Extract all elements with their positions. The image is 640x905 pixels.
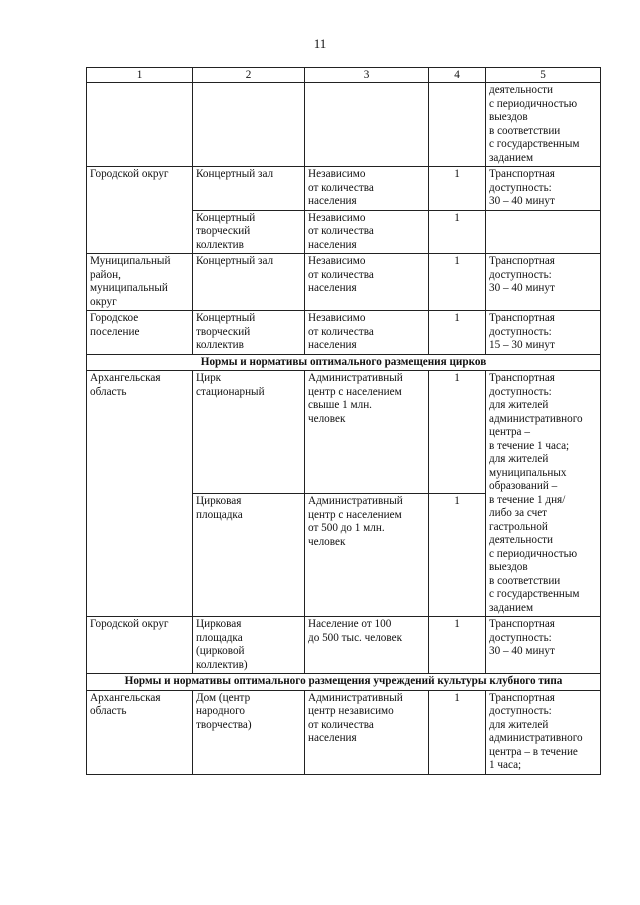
section-heading: Нормы и нормативы оптимального размещения учреждений культуры клубного типа: [87, 674, 601, 691]
table-cell: Концертный зал: [193, 254, 305, 311]
table-cell: 1: [429, 210, 486, 254]
table-cell: Независимо от количества населения: [305, 254, 429, 311]
norms-table: [86, 67, 601, 775]
table-cell: Административный центр с населением от 500 до 1 млн. человек: [305, 494, 429, 617]
table-cell: Транспортная доступность: для жителей административного центра – в течение 1 часа; для жителей муниципальных образований – в течение 1 дня/ либо за счет гастрольной деятельности с периодичностью выездов в соответствии с государственным заданием: [486, 371, 601, 617]
table-cell: Архангельская область: [87, 371, 193, 617]
column-header-3: 3: [305, 68, 429, 83]
table-cell: [429, 83, 486, 167]
table-cell: Архангельская область: [87, 690, 193, 774]
table-cell: [87, 83, 193, 167]
table-cell: 1: [429, 254, 486, 311]
table-cell: Транспортная доступность: 30 – 40 минут: [486, 254, 601, 311]
table-cell: [486, 210, 601, 254]
table-cell: Цирковая площадка: [193, 494, 305, 617]
table-cell: Городской округ: [87, 167, 193, 211]
table-cell: Независимо от количества населения: [305, 167, 429, 211]
table-cell: Независимо от количества населения: [305, 210, 429, 254]
table-row: [87, 210, 601, 254]
table-cell: Транспортная доступность: для жителей административного центра – в течение 1 часа;: [486, 690, 601, 774]
column-header-2: 2: [193, 68, 305, 83]
column-header-1: 1: [87, 68, 193, 83]
table-row: [87, 617, 601, 674]
page-number: 11: [313, 36, 327, 51]
table-cell: Концертный творческий коллектив: [193, 210, 305, 254]
table-row: [87, 83, 601, 167]
section-row: [87, 354, 601, 371]
table-cell: деятельности с периодичностью выездов в соответствии с государственным заданием: [486, 83, 601, 167]
table-cell: Транспортная доступность: 15 – 30 минут: [486, 311, 601, 355]
header-row: [87, 68, 601, 83]
table-cell: [193, 83, 305, 167]
table-cell: 1: [429, 617, 486, 674]
table-cell: Дом (центр народного творчества): [193, 690, 305, 774]
table-cell: [305, 83, 429, 167]
table-cell: Концертный творческий коллектив: [193, 311, 305, 355]
table-cell: 1: [429, 371, 486, 494]
table-cell: Независимо от количества населения: [305, 311, 429, 355]
table-cell: 1: [429, 494, 486, 617]
section-row: [87, 674, 601, 691]
table-cell: Транспортная доступность: 30 – 40 минут: [486, 617, 601, 674]
table-cell: 1: [429, 167, 486, 211]
table-row: [87, 311, 601, 355]
section-heading: Нормы и нормативы оптимального размещения цирков: [87, 354, 601, 371]
table-row: [87, 371, 601, 494]
table-cell: Городское поселение: [87, 311, 193, 355]
table-cell: Муниципальный район, муниципальный округ: [87, 254, 193, 311]
table-row: [87, 254, 601, 311]
column-header-4: 4: [429, 68, 486, 83]
table-cell: Административный центр с населением свыше 1 млн. человек: [305, 371, 429, 494]
table-row: [87, 167, 601, 211]
table-cell: Городской округ: [87, 617, 193, 674]
table-cell: Цирк стационарный: [193, 371, 305, 494]
table-cell: Цирковая площадка (цирковой коллектив): [193, 617, 305, 674]
table-cell: Концертный зал: [193, 167, 305, 211]
column-header-5: 5: [486, 68, 601, 83]
table-cell: [87, 210, 193, 254]
table-row: [87, 690, 601, 774]
table-cell: Население от 100 до 500 тыс. человек: [305, 617, 429, 674]
table-cell: Транспортная доступность: 30 – 40 минут: [486, 167, 601, 211]
table-cell: 1: [429, 690, 486, 774]
table-cell: Административный центр независимо от количества населения: [305, 690, 429, 774]
table-cell: 1: [429, 311, 486, 355]
